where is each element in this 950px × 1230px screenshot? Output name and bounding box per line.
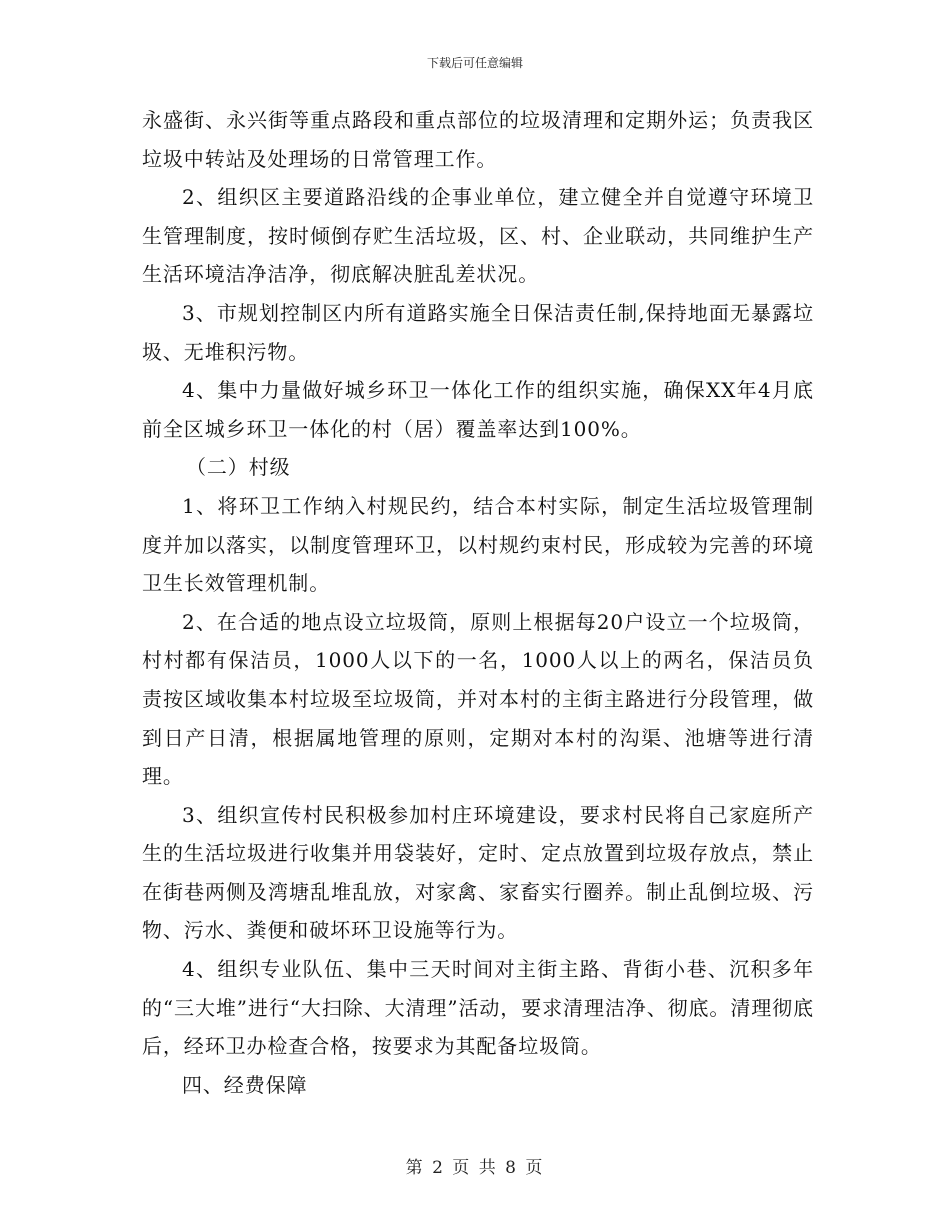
paragraph-6: 2、在合适的地点设立垃圾筒，原则上根据每20户设立一个垃圾筒，村村都有保洁员，1000人以下的一名，1000人以上的两名，保洁员负责按区域收集本村垃圾至垃圾筒，并对本村的主街主路进行分段管理，做到日产日清，根据属地管理的原则，定期对本村的沟渠、池塘等进行清理。 xyxy=(142,609,814,789)
paragraph-4: 4、集中力量做好城乡环卫一体化工作的组织实施，确保XX年4月底前全区城乡环卫一体化的村（居）覆盖率达到100%。 xyxy=(142,378,814,441)
paragraph-5: 1、将环卫工作纳入村规民约，结合本村实际，制定生活垃圾管理制度并加以落实，以制度管理环卫，以村规约束村民，形成较为完善的环境卫生长效管理机制。 xyxy=(142,493,814,596)
paragraph-3: 3、市规划控制区内所有道路实施全日保洁责任制,保持地面无暴露垃圾、无堆积污物。 xyxy=(142,300,814,364)
page-number: 第 2 页 共 8 页 xyxy=(405,1158,545,1178)
section-heading-village: （二）村级 xyxy=(186,455,291,480)
paragraph-8: 4、组织专业队伍、集中三天时间对主街主路、背街小巷、沉积多年的“三大堆”进行“大扫除、大清理”活动，要求清理洁净、彻底。清理彻底后，经环卫办检查合格，按要求为其配备垃圾筒。 xyxy=(142,957,814,1059)
paragraph-1: 永盛街、永兴街等重点路段和重点部位的垃圾清理和定期外运；负责我区垃圾中转站及处理场的日常管理工作。 xyxy=(142,108,814,171)
paragraph-2: 2、组织区主要道路沿线的企事业单位，建立健全并自觉遵守环境卫生管理制度，按时倾倒存贮生活垃圾，区、村、企业联动，共同维护生产生活环境洁净洁净，彻底解决脏乱差状况。 xyxy=(142,185,814,287)
paragraph-7: 3、组织宣传村民积极参加村庄环境建设，要求村民将自己家庭所产生的生活垃圾进行收集并用袋装好，定时、定点放置到垃圾存放点，禁止在街巷两侧及湾塘乱堆乱放，对家禽、家畜实行圈养。制止乱倒垃圾、污物、污水、粪便和破坏环卫设施等行为。 xyxy=(142,802,814,943)
page-header: 下载后可任意编辑 xyxy=(426,56,523,70)
section-heading-funding: 四、经费保障 xyxy=(182,1072,308,1097)
document-body xyxy=(142,101,814,1104)
